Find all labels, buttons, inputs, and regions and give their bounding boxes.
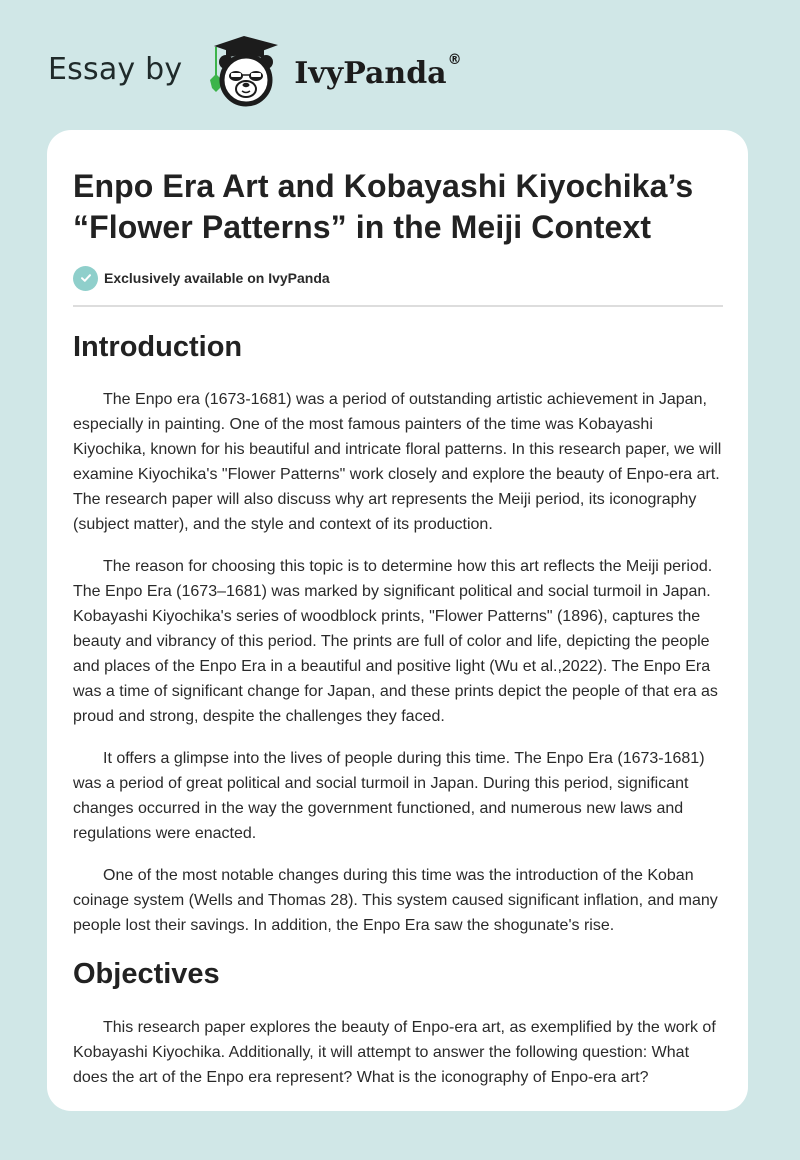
brand-name-text: IvyPanda: [294, 55, 447, 91]
registered-mark: ®: [447, 51, 462, 68]
paragraph: It offers a glimpse into the lives of people during this time. The Enpo Era (1673-1681) was a period of great political and social turmoil in Japan. During this period, significant changes occurred in the way the government functioned, and numerous new laws and regulations were enacted.: [73, 750, 705, 842]
paragraph: This research paper explores the beauty of Enpo-era art, as exemplified by the work of Kobayashi Kiyochika. Additionally, it will attempt to answer the following question: What does the art of the Enpo era represent? What is the iconography of Enpo-era art?: [73, 1019, 716, 1086]
site-header: [48, 30, 462, 110]
essay-card: [47, 130, 748, 1111]
check-circle-icon: [73, 266, 98, 291]
section-heading-introduction: Introduction: [73, 331, 243, 363]
section-heading-objectives: Objectives: [73, 958, 220, 990]
section-objectives: [73, 956, 723, 1090]
exclusive-badge: [73, 265, 723, 291]
section-introduction: [73, 329, 723, 938]
paragraph: The Enpo era (1673-1681) was a period of outstanding artistic achievement in Japan, especially in painting. One of the most famous painters of the time was Kobayashi Kiyochika, known for his beautiful and intricate floral patterns. In this research paper, we will examine Kiyochika's "Flower Patterns" work closely and explore the beauty of Enpo-era art. The research paper will also discuss why art represents the Meiji period, its iconography (subject matter), and the style and context of its production.: [73, 391, 722, 533]
essay-title: Enpo Era Art and Kobayashi Kiyochika’s “Flower Patterns” in the Meiji Context: [73, 168, 694, 245]
exclusive-text: Exclusively available on IvyPanda: [104, 270, 330, 286]
panda-graduation-cap-logo-icon[interactable]: [200, 30, 286, 110]
essay-by-label: Essay by: [48, 51, 183, 87]
title-divider: [73, 305, 723, 307]
paragraph: One of the most notable changes during this time was the introduction of the Koban coinage system (Wells and Thomas 28). This system caused significant inflation, and many people lost their savings. In addition, the Enpo Era saw the shogunate's rise.: [73, 867, 718, 934]
paragraph: The reason for choosing this topic is to determine how this art reflects the Meiji period. The Enpo Era (1673–1681) was marked by significant political and social turmoil in Japan. Kobayashi Kiyochika's series of woodblock prints, "Flower Patterns" (1896), captures the beauty and vibrancy of this period. The prints are full of color and life, depicting the people and places of the Enpo Era in a beautiful and positive light (Wu et al.,2022). The Enpo Era was a time of significant change for Japan, and these prints depict the people of that era as proud and strong, despite the challenges they faced.: [73, 558, 718, 725]
ivypanda-wordmark[interactable]: [294, 51, 462, 91]
